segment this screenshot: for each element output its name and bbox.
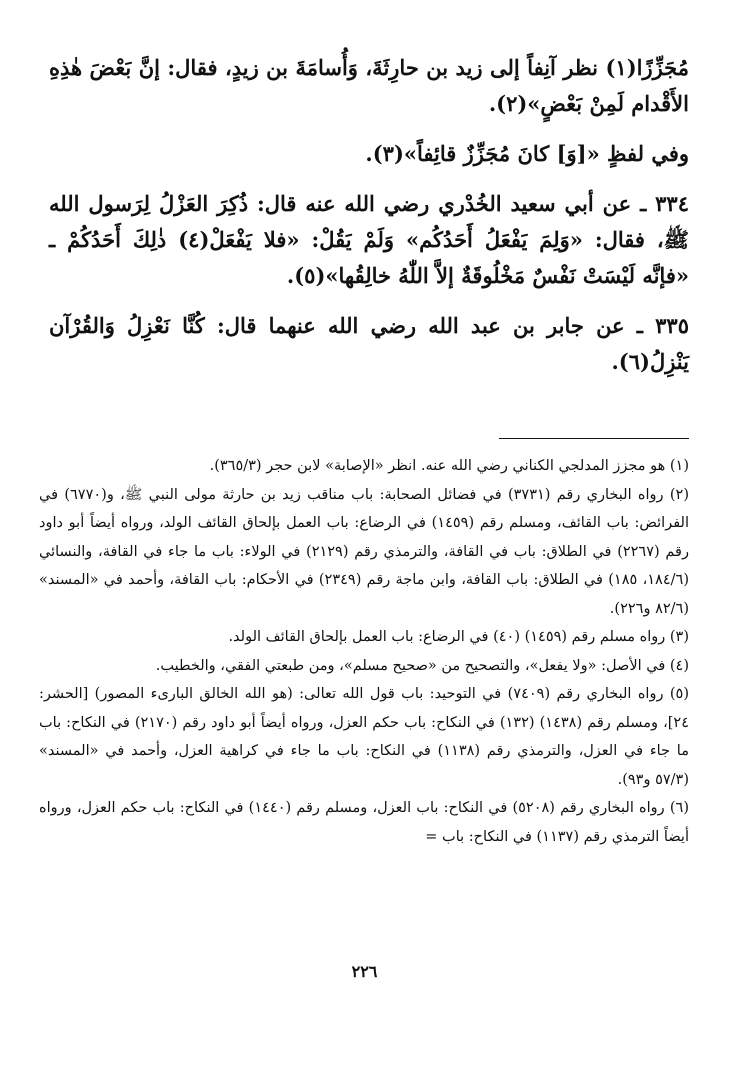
footnote-1: (١) هو مجزز المدلجي الكناني رضي الله عنه. انظر «الإصابة» لابن حجر (٣٦٥/٣). [209,458,689,474]
page-number: ٢٢٦ [351,962,378,981]
hadith-334: ٣٣٤ ـ عن أبي سعيد الخُدْري رضي الله عنه قال: ذُكِرَ العَزْلُ لِرَسول الله ﷺ، فقال: «وَلِمَ يَفْعَلُ أَحَدُكُم» وَلَمْ يَقُلْ: «فلا يَفْعَلْ(٤) ذٰلِكَ أَحَدُكُمْ ـ «فإنَّه لَيْسَتْ نَفْسٌ مَخْلُوقَةٌ إلاَّ اللّٰهُ خالِقُها»(٥). [49,191,689,288]
footnote-4: (٤) في الأصل: «ولا يفعل»، والتصحيح من «صحيح مسلم»، ومن طبعتي الفقي، والخطيب. [155,657,689,674]
footnote-3: (٣) رواه مسلم رقم (١٤٥٩) (٤٠) في الرضاع: باب العمل بإلحاق القائف الولد. [228,629,689,645]
footnote-6: (٦) رواه البخاري رقم (٥٢٠٨) في النكاح: باب العزل، ومسلم رقم (١٤٤٠) في النكاح: باب حكم العزل، ورواه أيضاً الترمذي رقم (١١٣٧) في النكاح: باب = [39,800,690,845]
footnote-5: (٥) رواه البخاري رقم (٧٤٠٩) في التوحيد: باب قول الله تعالى: (هو الله الخالق البارىء المصور) [الحشر: ٢٤]، ومسلم رقم (١٤٣٨) (١٣٢) في النكاح: باب حكم العزل، ورواه أيضاً أبو داود رقم (٢١٧٠) في النكاح: باب ما جاء في العزل، والترمذي رقم (١١٣٨) في النكاح: باب ما جاء في كراهية العزل، وأحمد في «المسند» (٥٧/٣ و٩٣). [39,686,689,788]
main-text [49,50,689,394]
footnote-2: (٢) رواه البخاري رقم (٣٧٣١) في فضائل الصحابة: باب مناقب زيد بن حارثة مولى النبي ﷺ، و(٦٧٧٠) في الفرائض: باب القائف، ومسلم رقم (١٤٥٩) في الرضاع: باب العمل بإلحاق القائف الولد، ورواه أيضاً أبو داود رقم (٢٢٦٧) في الطلاق: باب في القافة، والترمذي رقم (٢١٢٩) في الولاء: باب ما جاء في القافة، والنسائي (١٨٤/٦، ١٨٥) في الطلاق: باب القافة، وابن ماجة رقم (٢٣٤٩) في الأحكام: باب القافة، وأحمد في «المسند» (٨٢/٦ و٢٢٦). [39,486,689,617]
footnotes [39,452,689,851]
paragraph-2: وفي لفظٍ «[وَ] كانَ مُجَزِّزٌ قائِفاً»(٣). [365,141,689,166]
footnote-divider [499,438,689,439]
hadith-335: ٣٣٥ ـ عن جابر بن عبد الله رضي الله عنهما قال: كُنَّا نَعْزِلُ وَالقُرْآن يَنْزِلُ(٦). [49,313,689,374]
paragraph-1: مُجَزِّزًا(١) نظر آنِفاً إلى زيد بن حارِثَةَ، وَأُسامَةَ بن زيدٍ، فقال: إنَّ بَعْضَ هٰذِهِ الأَقْدام لَمِنْ بَعْضٍ»(٢). [49,55,689,116]
